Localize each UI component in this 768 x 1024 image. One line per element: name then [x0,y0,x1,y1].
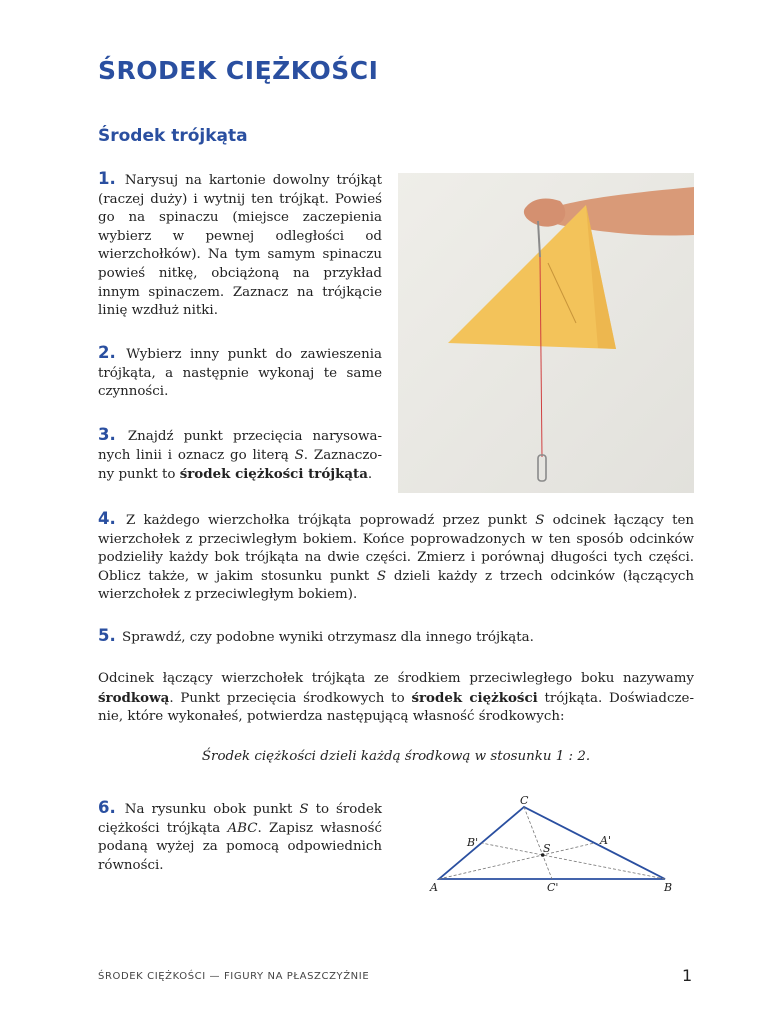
step-number: 6. [98,798,116,817]
variable-s: S [535,513,545,528]
median-b [482,843,666,879]
step-text-end: . [367,467,373,483]
definition-paragraph [98,670,694,727]
definition-text-cont: . Punkt przecięcia środkowych to [169,690,412,706]
step-number: 2. [98,343,116,362]
step-6 [98,799,382,875]
term-median: środkową [98,689,170,706]
step-number: 1. [98,169,116,188]
triangle-diagram [420,790,690,904]
variable-s: S [299,802,309,817]
step-5 [98,627,694,648]
running-footer: ŚRODEK CIĘŻKOŚCI — FIGURY NA PŁASZCZYŹNIE [98,971,370,982]
variable-s-2: S [376,568,387,584]
variable-s: S [294,447,304,463]
theorem-statement: Środek ciężkości dzieli każdą środkową w stosunku 1 : 2. [201,749,591,764]
step-1 [98,170,382,321]
term-bold: środek ciężkości trójkąta [179,466,368,483]
label-s: S [543,842,551,855]
variable-abc: ABC [227,820,258,836]
step-text-end: . Zapisz własność podaną wyżej za pomocą odpowiednich równości. [98,820,382,873]
step-text: Z każdego wierzchołka trójkąta poprowadź przez punkt [125,513,536,528]
hand-triangle-illustration [398,173,694,493]
label-a-prime: A' [600,834,611,847]
step-3 [98,426,382,485]
step-text: Na rysunku obok punkt [124,802,300,817]
definition-text: Odcinek łączący wierzchołek trójkąta ze środkiem przeciwległego boku nazywamy [98,671,694,686]
step-text-cont: odcinek łączący ten wierzchołek z przeciwległym bokiem. Końce poprowadzonych w ten sposób odcinków podzieliły każdy bok trójkąta na dwie części. Zmierz i porównaj długości tych części. Oblicz także, w jakim stosunku punkt [98,513,695,584]
step-text: Sprawdź, czy podobne wyniki otrzymasz dla innego trójkąta. [122,630,534,645]
step-2 [98,344,382,402]
label-a: A [430,881,438,894]
step-text-end: dzieli każdy z trzech odcinków (łączących wierzchołek z przeciwległym bokiem). [98,568,695,603]
label-c: C [520,794,529,807]
step-text-cont: to środek ciężkości trójkąta [98,802,382,836]
section-title: Środek trójkąta [98,126,248,146]
photo-hanging-triangle [398,173,694,493]
label-b: B [664,881,673,894]
label-b-prime: B' [467,836,479,849]
step-text: Wybierz inny punkt do zawieszenia trójkąta, a następnie wykonaj te same czynności. [98,347,382,400]
step-text: Znajdź punkt przecięcia narysowanych linii i oznacz go literą [98,429,382,463]
triangle-abc-figure [420,790,690,900]
page-number: 1 [682,966,693,985]
step-text: Narysuj na kartonie dowolny trójkąt (raczej duży) i wytnij ten trójkąt. Powieś go na spinaczu (miejsce zaczepienia wybierz w pewnej odległości od wierzchołków). Na tym samym spinaczu powieś nitkę, obciążoną na przykład innym spinaczem. Zaznacz na trójkącie linię wzdłuż nitki. [98,173,382,319]
step-number: 5. [98,626,116,645]
step-number: 3. [98,425,116,444]
term-centroid: środek ciężkości [411,689,538,706]
step-text-cont: . Zaznaczony punkt to [98,447,382,483]
page-title: ŚRODEK CIĘŻKOŚCI [98,56,379,85]
label-c-prime: C' [547,881,559,894]
step-4 [98,510,694,605]
step-number: 4. [98,509,116,528]
definition-text-end: trójkąta. Doświadczenie, które wykonałeś, potwierdza następującą własność środkowych: [98,690,694,725]
